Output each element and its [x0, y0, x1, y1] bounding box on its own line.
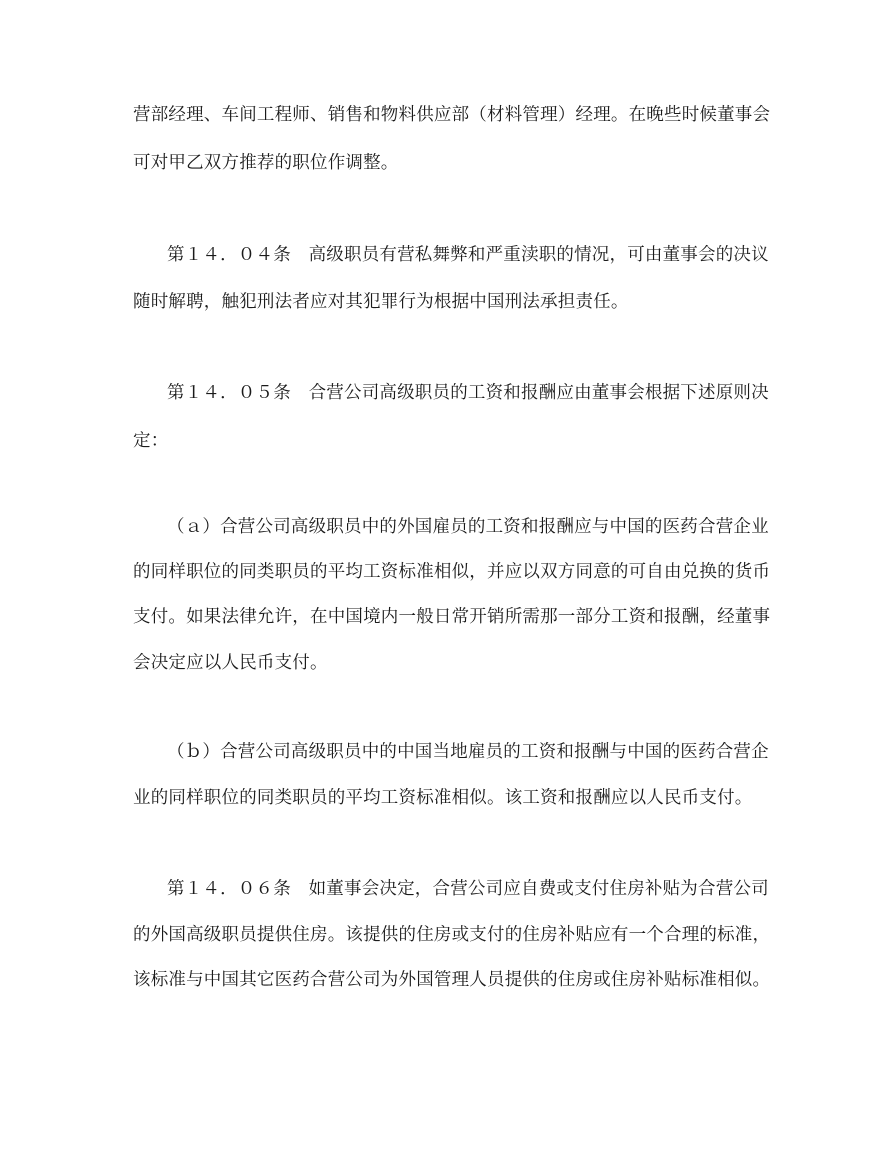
paragraph-line: 会决定应以人民币支付。 — [133, 653, 328, 673]
paragraph-line: 该标准与中国其它医药合营公司为外国管理人员提供的住房或住房补贴标准相似。 — [133, 970, 771, 990]
article-heading-line: 第１４．０６条 如董事会决定，合营公司应自费或支付住房补贴为合营公司 — [167, 879, 769, 899]
paragraph-line: 支付。如果法律允许，在中国境内一般日常开销所需那一部分工资和报酬，经董事 — [133, 607, 771, 627]
article-heading-line: 第１４．０４条 高级职员有营私舞弊和严重渎职的情况，可由董事会的决议 — [167, 245, 769, 265]
clause-line: （ｂ）合营公司高级职员中的中国当地雇员的工资和报酬与中国的医药合营企 — [167, 742, 769, 762]
paragraph-line: 营部经理、车间工程师、销售和物料供应部（材料管理）经理。在晚些时候董事会 — [133, 105, 771, 125]
paragraph-line: 随时解聘，触犯刑法者应对其犯罪行为根据中国刑法承担责任。 — [133, 292, 629, 312]
paragraph-line: 业的同样职位的同类职员的平均工资标准相似。该工资和报酬应以人民币支付。 — [133, 788, 753, 808]
article-heading-line: 第１４．０５条 合营公司高级职员的工资和报酬应由董事会根据下述原则决 — [167, 383, 769, 403]
paragraph-line: 的同样职位的同类职员的平均工资标准相似，并应以双方同意的可自由兑换的货币 — [133, 562, 771, 582]
paragraph-line: 的外国高级职员提供住房。该提供的住房或支付的住房补贴应有一个合理的标准， — [133, 925, 771, 945]
paragraph-line: 可对甲乙双方推荐的职位作调整。 — [133, 153, 399, 173]
clause-line: （ａ）合营公司高级职员中的外国雇员的工资和报酬应与中国的医药合营企业 — [167, 517, 769, 537]
paragraph-line: 定： — [133, 431, 169, 451]
